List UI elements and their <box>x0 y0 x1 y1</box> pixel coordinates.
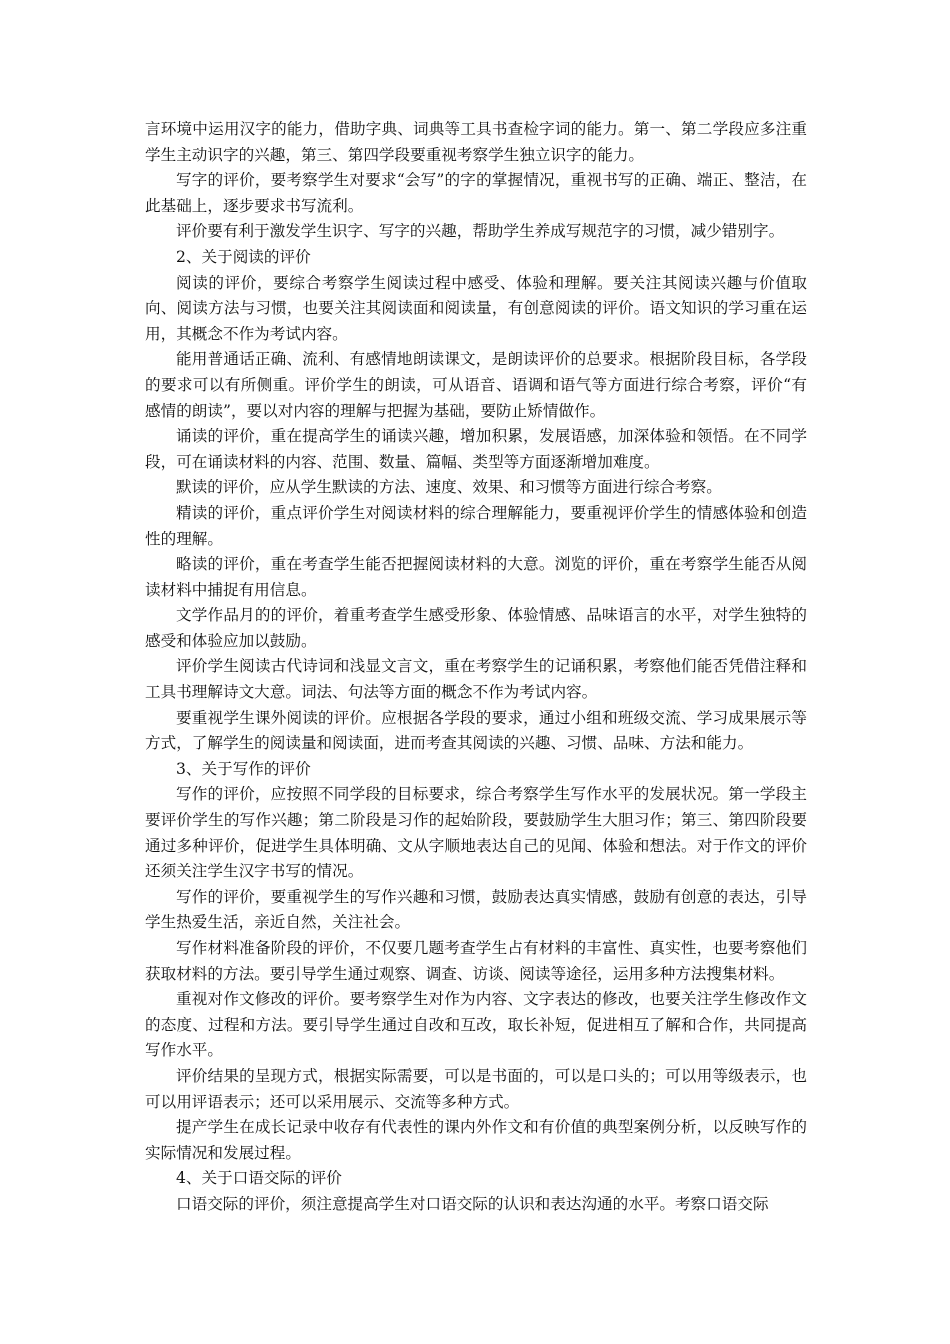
body-paragraph: 写作的评价，应按照不同学段的目标要求，综合考察学生写作水平的发展状况。第一学段主要评价学生的写作兴趣；第二阶段是习作的起始阶段，要鼓励学生大胆习作；第三、第四阶段要通过多种评价，促进学生具体明确、文从字顺地表达自己的见闻、体验和想法。对于作文的评价还须关注学生汉字书写的情况。 <box>145 785 807 881</box>
body-paragraph: 略读的评价，重在考查学生能否把握阅读材料的大意。浏览的评价，重在考察学生能否从阅读材料中捕捉有用信息。 <box>145 555 807 599</box>
body-paragraph: 评价结果的呈现方式，根据实际需要，可以是书面的，可以是口头的；可以用等级表示，也可以用评语表示；还可以采用展示、交流等多种方式。 <box>145 1066 807 1111</box>
body-paragraph: 诵读的评价，重在提高学生的诵读兴趣，增加积累，发展语感，加深体验和领悟。在不同学段，可在诵读材料的内容、范围、数量、篇幅、类型等方面逐渐增加难度。 <box>145 427 807 471</box>
body-paragraph: 能用普通话正确、流利、有感情地朗读课文，是朗读评价的总要求。根据阶段目标，各学段的要求可以有所侧重。评价学生的朗读，可从语音、语调和语气等方面进行综合考察，评价“有感情的朗读”，要以对内容的理解与把握为基础，要防止矫情做作。 <box>145 350 807 420</box>
body-paragraph: 文学作品月的的评价，着重考查学生感受形象、体验情感、品味语言的水平，对学生独特的感受和体验应加以鼓励。 <box>145 606 807 650</box>
body-paragraph: 精读的评价，重点评价学生对阅读材料的综合理解能力，要重视评价学生的情感体验和创造性的理解。 <box>145 503 807 548</box>
body-paragraph: 言环境中运用汉字的能力，借助字典、词典等工具书查检字词的能力。第一、第二学段应多注重学生主动识字的兴趣，第三、第四学段要重视考察学生独立识字的能力。 <box>145 120 807 164</box>
body-paragraph: 评价学生阅读古代诗词和浅显文言文，重在考察学生的记诵积累，考察他们能否凭借注释和工具书理解诗文大意。词法、句法等方面的概念不作为考试内容。 <box>145 657 807 702</box>
body-paragraph: 阅读的评价，要综合考察学生阅读过程中感受、体验和理解。要关注其阅读兴趣与价值取向、阅读方法与习惯，也要关注其阅读面和阅读量，有创意阅读的评价。语文知识的学习重在运用，其概念不作为考试内容。 <box>145 273 807 343</box>
section-heading: 4、关于口语交际的评价 <box>176 1169 342 1188</box>
body-paragraph: 写作材料准备阶段的评价，不仅要几题考查学生占有材料的丰富性、真实性，也要考察他们获取材料的方法。要引导学生通过观察、调查、访谈、阅读等途径，运用多种方法搜集材料。 <box>145 939 807 983</box>
body-paragraph: 要重视学生课外阅读的评价。应根据各学段的要求，通过小组和班级交流、学习成果展示等方式，了解学生的阅读量和阅读面，进而考查其阅读的兴趣、习惯、品味、方法和能力。 <box>145 708 807 753</box>
section-heading: 2、关于阅读的评价 <box>176 247 311 266</box>
body-paragraph: 提产学生在成长记录中收存有代表性的课内外作文和有价值的典型案例分析，以反映写作的实际情况和发展过程。 <box>145 1118 807 1162</box>
document-page <box>145 117 807 1218</box>
body-paragraph: 写字的评价，要考察学生对要求“会写”的字的掌握情况，重视书写的正确、端正、整洁，在此基础上，逐步要求书写流利。 <box>145 171 807 215</box>
body-paragraph: 默读的评价，应从学生默读的方法、速度、效果、和习惯等方面进行综合考察。 <box>176 478 722 497</box>
body-paragraph: 写作的评价，要重视学生的写作兴趣和习惯，鼓励表达真实情感，鼓励有创意的表达，引导学生热爱生活，亲近自然，关注社会。 <box>145 887 807 932</box>
body-paragraph: 口语交际的评价，须注意提高学生对口语交际的认识和表达沟通的水平。考察口语交际 <box>176 1194 769 1213</box>
section-heading: 3、关于写作的评价 <box>176 759 311 778</box>
body-paragraph: 重视对作文修改的评价。要考察学生对作为内容、文字表达的修改，也要关注学生修改作文的态度、过程和方法。要引导学生通过自改和互改，取长补短，促进相互了解和合作，共同提高写作水平。 <box>145 990 807 1060</box>
body-paragraph: 评价要有利于激发学生识字、写字的兴趣，帮助学生养成写规范字的习惯，减少错别字。 <box>176 222 785 241</box>
